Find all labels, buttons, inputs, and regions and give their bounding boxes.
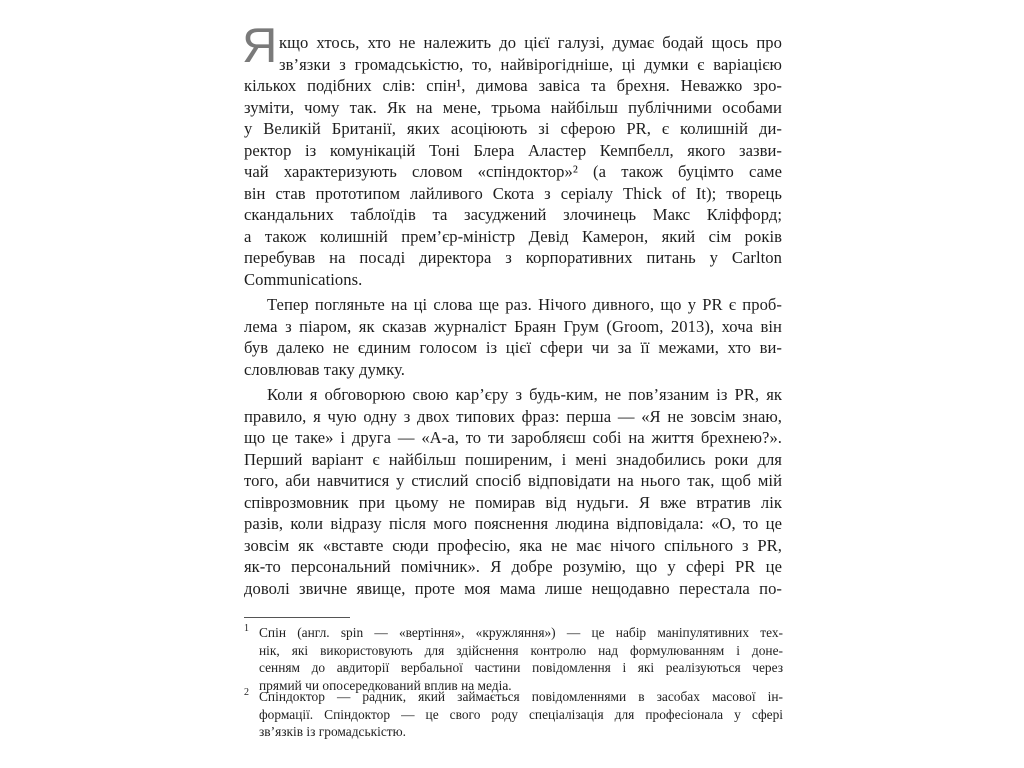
text-line: перебував на посаді директора з корпоративних питань у Carlton xyxy=(244,248,782,267)
text-line: зв’язки з громадськістю, то, найвірогідніше, ці думки є варіацією xyxy=(279,55,782,74)
text-line: у Великій Британії, яких асоціюють зі сферою PR, є колишній ди- xyxy=(244,119,782,138)
text-line: лема з піаром, як сказав журналіст Браян Грум (Groom, 2013), хоча він xyxy=(244,317,782,336)
text-line: правило, я чую одну з двох типових фраз: перша — «Я не зовсім знаю, xyxy=(244,407,782,426)
footnote-line: сенням до авдиторії вербальної частини повідомлення і які реалізуються через xyxy=(259,660,783,675)
text-line: як-то персональний помічник». Я добре розумію, що у сфері PR це xyxy=(244,557,782,576)
footnote-line: Спіндоктор — радник, який займається повідомленнями в засобах масової ін- xyxy=(259,689,783,704)
text-line: доволі звичне явище, проте моя мама лише нещодавно перестала по- xyxy=(244,579,782,598)
text-line: того, аби навчитися у стислий спосіб відповідати на нього так, щоб мій xyxy=(244,471,782,490)
footnote-line: зв’язків із громадськістю. xyxy=(259,724,406,739)
footnote-line: формації. Спіндоктор — це свого роду спеціалізація для професіонала у сфері xyxy=(259,707,783,722)
text-line: що це таке» і друга — «А-а, то ти заробляєш собі на життя брехнею?». xyxy=(244,428,782,447)
text-line: скандальних таблоїдів та засуджений злочинець Макс Кліффорд; xyxy=(244,205,782,224)
text-line: разів, коли відразу після мого пояснення людина відповідала: «О, то це xyxy=(244,514,782,533)
text-line: чай характеризують словом «спіндоктор»² (а також буцімто саме xyxy=(244,162,782,181)
text-line: ректор із комунікацій Тоні Блера Аластер Кемпбелл, якого зазви- xyxy=(244,141,782,160)
text-line: Коли я обговорюю свою кар’єру з будь-ким, не пов’язаним із PR, як xyxy=(267,385,782,404)
text-line: співрозмовник при цьому не помирав від нудьги. Я вже втратив лік xyxy=(244,493,782,512)
text-line: Communications. xyxy=(244,270,363,289)
text-line: словлював таку думку. xyxy=(244,360,405,379)
drop-cap: Я xyxy=(242,19,278,73)
footnote-mark: 2 xyxy=(244,687,249,698)
text-line: кількох подібних слів: спін¹, димова завіса та брехня. Неважко зро- xyxy=(244,76,782,95)
footnote-separator xyxy=(244,617,350,618)
footnote-line: нік, які використовують для здійснення контролю над формулюванням і доне- xyxy=(259,643,783,658)
text-line: Тепер погляньте на ці слова ще раз. Нічого дивного, що у PR є проб- xyxy=(267,295,782,314)
text-line: а також колишній прем’єр-міністр Девід Камерон, який сім років xyxy=(244,227,782,246)
text-line: він став прототипом лайливого Скота з серіалу Thick of It); творець xyxy=(244,184,782,203)
text-line: Перший варіант є найбільш поширеним, і мені знадобились роки для xyxy=(244,450,782,469)
footnote-line: прямий чи опосередкований вплив на медіа. xyxy=(259,678,512,693)
text-line: був далеко не єдиним голосом із цієї сфери чи за її межами, хто ви- xyxy=(244,338,782,357)
text-line: кщо хтось, хто не належить до цієї галузі, думає бодай щось про xyxy=(279,33,782,52)
text-line: зуміти, чому так. Як на мене, трьома найбільш публічними особами xyxy=(244,98,782,117)
footnote-mark: 1 xyxy=(244,623,249,634)
footnote-line: Спін (англ. spin — «вертіння», «кружляння») — це набір маніпулятивних тех- xyxy=(259,625,783,640)
text-line: зовсім як «вставте сюди професію, яка не має нічого спільного з PR, xyxy=(244,536,782,555)
